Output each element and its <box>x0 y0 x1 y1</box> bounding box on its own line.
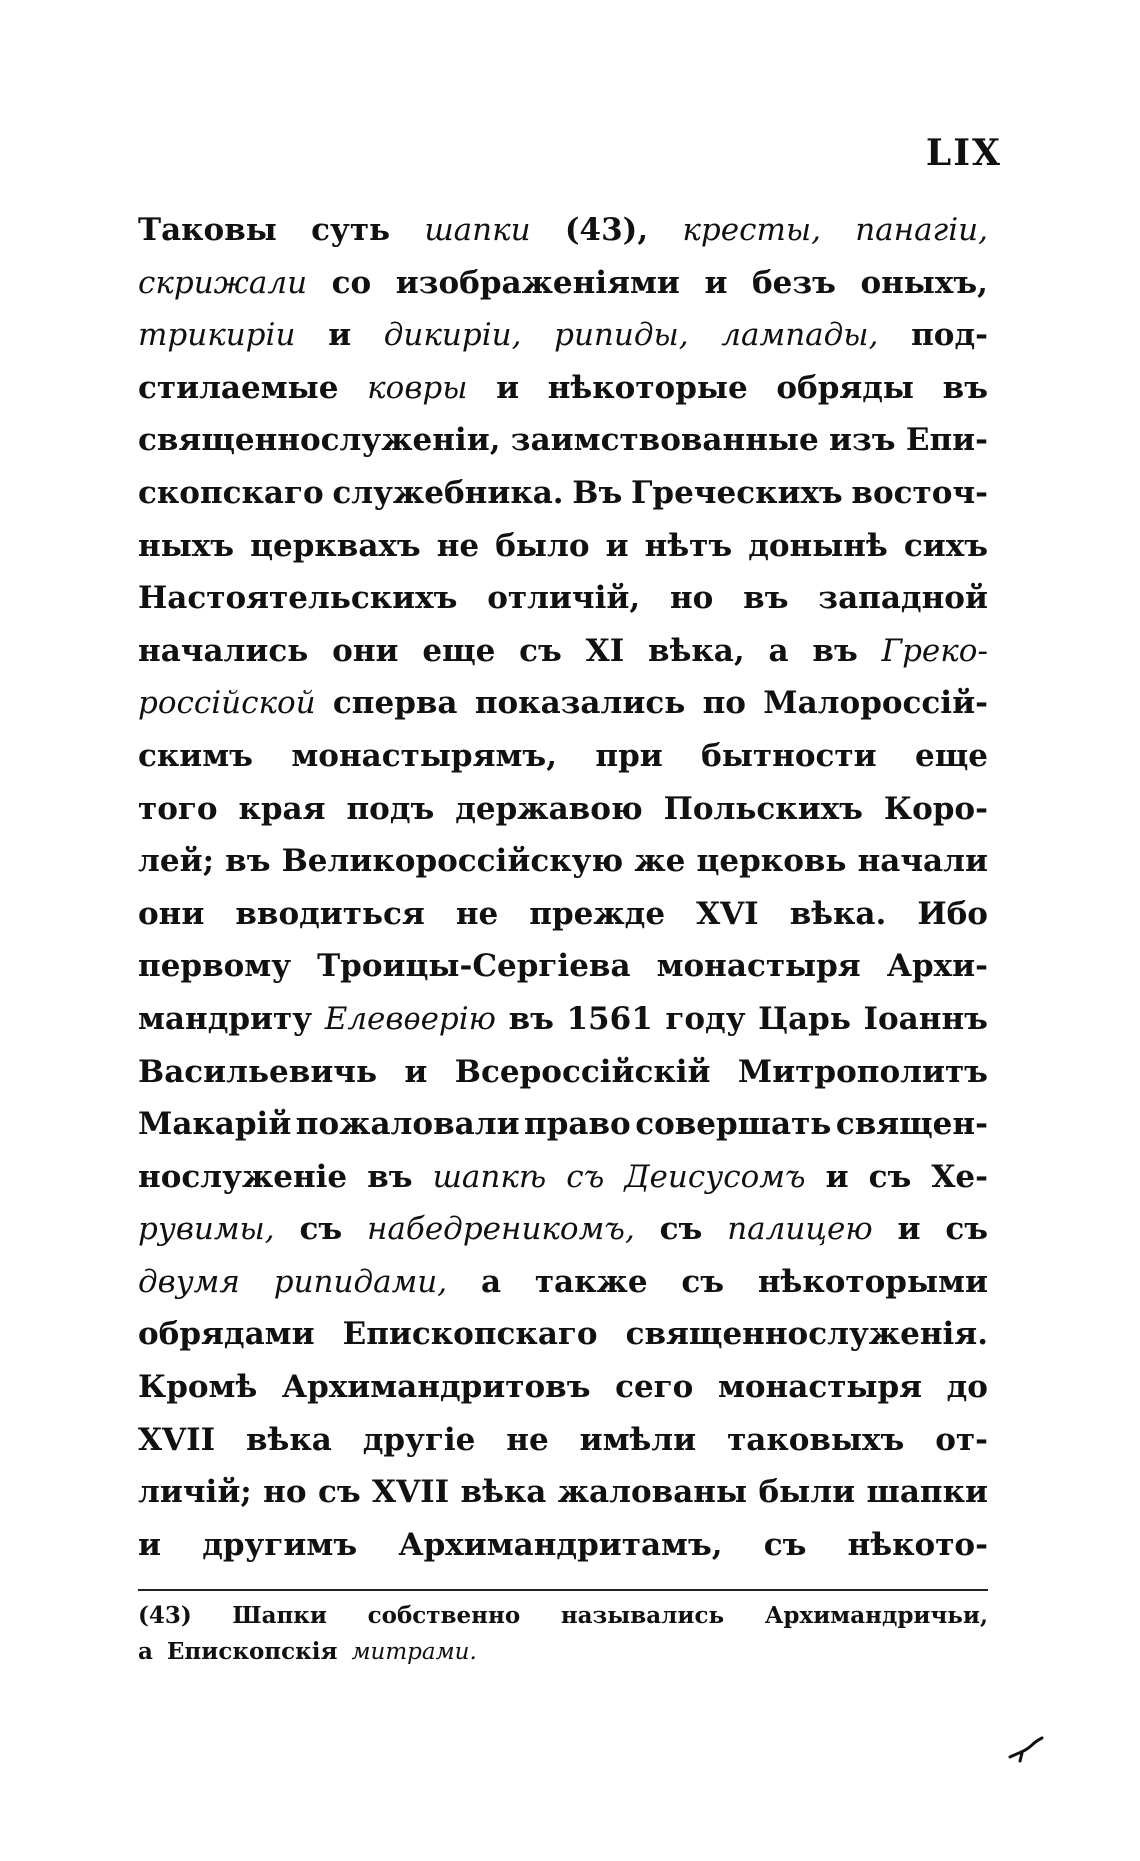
word: имѣли <box>579 1421 697 1458</box>
word: Польскихъ <box>663 790 863 827</box>
text-line <box>138 1054 988 1107</box>
word: назывались <box>560 1602 725 1629</box>
word: жалованы <box>557 1474 748 1511</box>
word: прежде <box>529 895 666 932</box>
word: монастыря <box>717 1369 923 1406</box>
word: а <box>768 632 789 669</box>
word: еще <box>422 632 496 669</box>
word: ныхъ <box>138 527 235 564</box>
text-line <box>138 422 988 475</box>
word: а <box>138 1638 153 1665</box>
word: XVII <box>138 1421 216 1458</box>
word: другіе <box>362 1421 476 1458</box>
word: собственно <box>367 1602 521 1629</box>
word: показались <box>474 685 686 722</box>
word: трикиріи <box>138 317 296 354</box>
word: они <box>138 895 205 932</box>
word: священнослуженія. <box>625 1316 988 1353</box>
word: отличій, <box>487 580 641 617</box>
word: монастыря <box>656 948 861 985</box>
word: изображеніями <box>395 264 680 301</box>
text-line <box>138 1106 988 1159</box>
word: право <box>524 1106 631 1143</box>
word: таковыхъ <box>727 1421 905 1458</box>
word: съ <box>868 1158 912 1195</box>
word: обрядами <box>138 1316 315 1353</box>
word: съ <box>566 1158 605 1195</box>
word: рипидами, <box>273 1263 448 1300</box>
word: было <box>495 527 590 564</box>
text-line <box>138 1159 988 1212</box>
word: Въ <box>572 474 623 511</box>
word: Настоятельскихъ <box>138 580 458 617</box>
word: панагіи, <box>855 212 988 248</box>
word: подъ <box>346 790 435 827</box>
word: обряды <box>776 369 915 406</box>
word: (43) <box>138 1602 192 1629</box>
word: въ <box>508 1000 554 1037</box>
word: рипиды, <box>554 317 689 354</box>
word: въ <box>225 843 271 880</box>
word: съ <box>945 1211 988 1248</box>
text-line <box>138 580 988 633</box>
word: скимъ <box>138 737 253 774</box>
word: церковь <box>696 843 847 880</box>
word: Митрополитъ <box>737 1053 988 1090</box>
word: первому <box>138 948 292 985</box>
word: съ <box>317 1474 361 1511</box>
word: начали <box>857 843 988 880</box>
word: шапкѣ <box>432 1158 547 1195</box>
word: Троицы-Сергіева <box>317 948 631 985</box>
word: XVI <box>696 895 759 932</box>
word: от- <box>935 1421 988 1458</box>
word: лампады, <box>721 317 879 354</box>
word: году <box>665 1000 746 1037</box>
word: Хе- <box>931 1158 988 1195</box>
word: и <box>704 264 728 301</box>
text-line <box>138 1474 988 1527</box>
word: Коро- <box>883 790 988 827</box>
footnote-rule <box>138 1589 988 1591</box>
text-line <box>138 738 988 791</box>
text-line <box>138 1527 988 1580</box>
word: изъ <box>828 422 896 459</box>
word: вводиться <box>235 895 425 932</box>
word: также <box>534 1263 648 1300</box>
word: Архи- <box>886 948 988 985</box>
word: въ <box>812 632 858 669</box>
word: личій; <box>138 1474 252 1511</box>
word: 1561 <box>566 1000 653 1037</box>
word: съ <box>659 1211 703 1248</box>
word: стилаемые <box>138 369 339 406</box>
word: церквахъ <box>250 527 421 564</box>
word: лей; <box>138 843 215 880</box>
word: и <box>328 317 352 354</box>
text-line <box>138 212 988 265</box>
word: совершать <box>635 1106 832 1143</box>
text-line <box>138 1264 988 1317</box>
word: монастырямъ, <box>291 737 557 774</box>
word: вѣка, <box>648 632 745 669</box>
word: въ <box>743 580 789 617</box>
word: по <box>702 685 746 722</box>
word: и <box>404 1053 428 1090</box>
word: заимствованные <box>510 422 819 459</box>
word: нѣкоторыми <box>757 1263 988 1300</box>
word: и <box>138 1526 161 1563</box>
text-line <box>138 843 988 896</box>
word: края <box>238 790 326 827</box>
word: донынѣ <box>748 527 888 564</box>
word: Епи- <box>905 422 988 459</box>
word: Всероссійскій <box>454 1053 711 1090</box>
word: безъ <box>751 264 836 301</box>
text-line <box>138 633 988 686</box>
text-line <box>138 1211 988 1264</box>
text-line <box>138 1316 988 1369</box>
word: не <box>436 527 480 564</box>
word: кресты, <box>682 212 821 248</box>
text-line <box>138 317 988 370</box>
word: вѣка <box>246 1421 332 1458</box>
word: того <box>138 790 218 827</box>
text-line <box>138 528 988 581</box>
word: но <box>263 1474 307 1511</box>
word: и <box>897 1211 921 1248</box>
word: нѣкоторые <box>547 369 748 406</box>
word: же <box>634 843 686 880</box>
word: нѣкото- <box>847 1526 988 1563</box>
word: митрами. <box>351 1639 477 1665</box>
text-line <box>138 948 988 1001</box>
word: вѣка <box>460 1474 547 1511</box>
word: въ <box>367 1158 413 1195</box>
word: начались <box>138 632 309 669</box>
word: и <box>496 369 520 406</box>
word: россійской <box>138 685 316 722</box>
word: дикиріи, <box>383 317 522 354</box>
word: сихъ <box>903 527 988 564</box>
main-text <box>138 212 988 1579</box>
word: Архимандритамъ, <box>398 1526 723 1563</box>
word: (43), <box>564 212 649 248</box>
footnote <box>138 1602 988 1674</box>
word: рувимы, <box>138 1211 275 1248</box>
word: но <box>669 580 714 617</box>
word: XVII <box>372 1474 450 1511</box>
word: Елевѳерію <box>324 1000 496 1037</box>
word: оныхъ, <box>860 264 988 301</box>
footnote-line <box>138 1638 988 1674</box>
text-line <box>138 1422 988 1475</box>
word: Великороссійскую <box>281 843 624 880</box>
word: шапки <box>866 1474 988 1511</box>
word: западной <box>818 580 988 617</box>
word: а <box>480 1263 502 1300</box>
word: еще <box>914 737 988 774</box>
word: не <box>506 1421 549 1458</box>
word: нѣтъ <box>644 527 733 564</box>
text-line <box>138 896 988 949</box>
word: державою <box>455 790 643 827</box>
word: священнослуженіи, <box>138 422 501 459</box>
word: Таковы <box>138 212 277 248</box>
word: Царь <box>758 1000 851 1037</box>
word: Васильевичь <box>138 1053 378 1090</box>
word: Архимандритовъ <box>281 1369 591 1406</box>
page-number: LIX <box>925 132 1002 174</box>
word: священ- <box>835 1106 988 1143</box>
word: палицею <box>727 1211 873 1248</box>
word: Греческихъ <box>630 474 843 511</box>
word: при <box>595 737 663 774</box>
word: Архимандричьи, <box>764 1602 988 1629</box>
word: восточ- <box>851 474 988 511</box>
word: Іоаннъ <box>863 1000 988 1037</box>
word: они <box>332 632 399 669</box>
text-line <box>138 265 988 318</box>
word: Ибо <box>917 895 988 932</box>
word: до <box>946 1369 988 1406</box>
footnote-line <box>138 1602 988 1638</box>
word: набедреникомъ, <box>367 1211 635 1248</box>
word: съ <box>681 1263 725 1300</box>
text-line <box>138 1369 988 1422</box>
word: под- <box>911 317 988 354</box>
word: скопскаго <box>138 474 324 511</box>
word: были <box>758 1474 856 1511</box>
word: мандриту <box>138 1000 313 1037</box>
word: пожаловали <box>295 1106 520 1143</box>
text-line <box>138 685 988 738</box>
word: вѣка. <box>789 895 887 932</box>
word: служебника. <box>332 474 564 511</box>
word: Малороссій- <box>763 685 988 722</box>
word: Греко- <box>881 632 988 669</box>
word: Кромѣ <box>138 1369 258 1406</box>
word: сперва <box>332 685 458 722</box>
word: и <box>825 1158 849 1195</box>
word: Шапки <box>232 1602 327 1629</box>
word: ковры <box>367 369 468 406</box>
word: Епископскія <box>166 1638 338 1665</box>
word: бытности <box>701 737 877 774</box>
word: нослуженіе <box>138 1158 348 1195</box>
word: другимъ <box>202 1526 358 1563</box>
pen-flourish-icon <box>1008 1733 1044 1767</box>
word: суть <box>311 212 391 248</box>
word: Епископскаго <box>342 1316 598 1353</box>
word: и <box>605 527 629 564</box>
word: скрижали <box>138 264 308 301</box>
word: шапки <box>424 212 531 248</box>
text-line <box>138 475 988 528</box>
text-line <box>138 791 988 844</box>
word: съ <box>763 1526 807 1563</box>
word: XI <box>585 632 625 669</box>
word: со <box>331 264 372 301</box>
word: Деисусомъ <box>624 1158 806 1195</box>
word: двумя <box>138 1263 240 1300</box>
word: съ <box>519 632 562 669</box>
text-line <box>138 370 988 423</box>
text-line <box>138 1001 988 1054</box>
word: сего <box>615 1369 694 1406</box>
word: не <box>455 895 499 932</box>
word: съ <box>299 1211 343 1248</box>
word: Макарій <box>138 1106 292 1143</box>
word: въ <box>942 369 988 406</box>
